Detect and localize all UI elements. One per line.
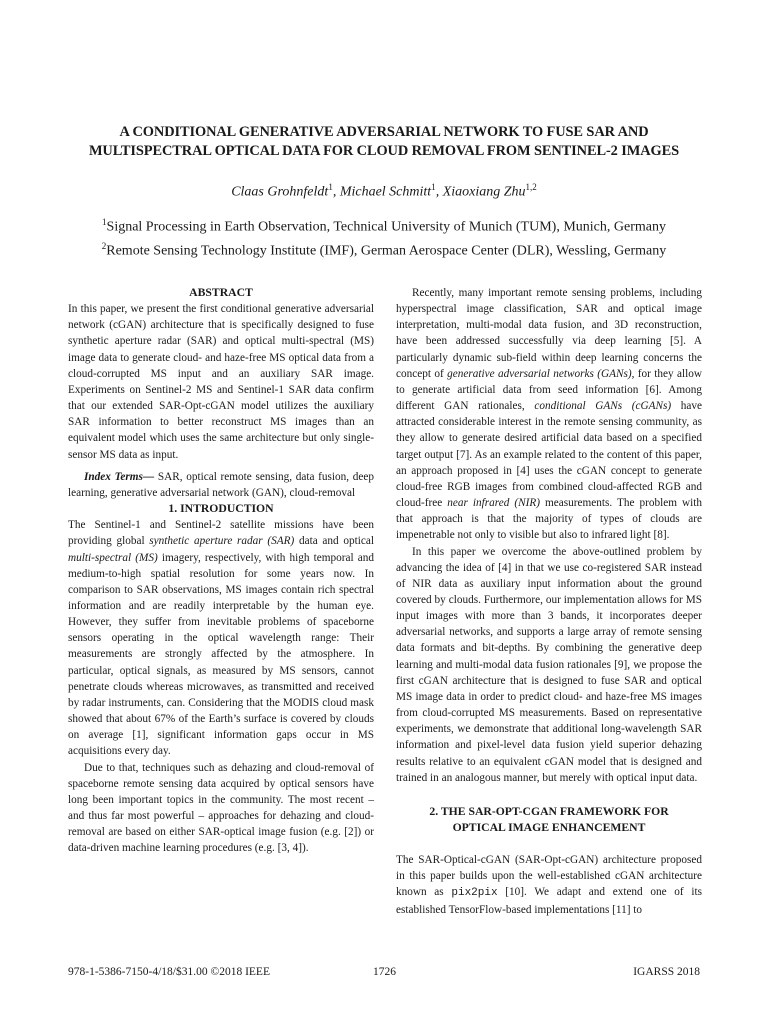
footer-page-number: 1726 [373, 966, 396, 978]
section-2-heading [396, 804, 702, 836]
author-affiliation-mark: 1,2 [525, 182, 537, 192]
affiliations [40, 213, 728, 260]
abstract-text: In this paper, we present the first conditional generative adversarial network (cGAN) architecture that is specifically designed to fuse synthetic aperture radar (SAR) and optical multi-spectral (MS) image data to generate cloud- and haze-free MS optical data from a cloud-corrupted MS input and an auxiliary SAR image. Experiments on Sentinel-2 MS and Sentinel-1 SAR data confirm that our extended SAR-Opt-cGAN model utilizes the auxiliary SAR information to better reconstruct MS images than an equivalent model which uses the same architecture but only single-sensor MS data as input. [68, 303, 374, 461]
section-2-heading-line-1: 2. THE SAR-OPT-CGAN FRAMEWORK FOR [429, 804, 669, 818]
title-line-2: MULTISPECTRAL OPTICAL DATA FOR CLOUD REMOVAL FROM SENTINEL-2 IMAGES [88, 143, 680, 159]
text-run: Recently, many important remote sensing problems, including hyperspectral image classification, SAR and optical image interpretation, multi-modal data fusion, and 3D reconstruction, have been addressed successfully via deep learning [5]. A particularly dynamic sub-field within deep learning concerns the concept of [396, 287, 702, 380]
left-column [68, 285, 374, 856]
right-column [396, 285, 702, 918]
text-run: data and optical [294, 535, 374, 548]
text-run: The SAR-Optical-cGAN (SAR-Opt-cGAN) architecture proposed in this paper builds upon the well-established cGAN architecture known as [396, 854, 702, 899]
affiliation-2 [40, 237, 728, 261]
emphasis: generative adversarial networks (GANs) [447, 367, 632, 380]
abstract-heading: ABSTRACT [189, 286, 253, 299]
text-run: imagery, respectively, with high temporal and medium-to-high spatial resolution for some years now. In comparison to SAR observations, MS images contain rich spectral information and are readily interpretable by the human eye. However, they suffer from inevitable problems of spaceborne sensors operating in the optical wavelength range: Their measurements are strongly affected by the atmosphere. In particular, optical signals, as measured by MS sensors, cannot penetrate clouds whereas microwaves, as transmitted and received by radar instruments, can. Considering that the MODIS cloud mask showed that about 67% of the Earth’s surface is covered by clouds on average [1], significant information gaps occur in MS acquisitions every day. [68, 551, 374, 758]
affiliation-mark: 2 [101, 240, 107, 251]
affiliation-text: Signal Processing in Earth Observation, Technical University of Munich (TUM), Munich, Germany [106, 219, 666, 235]
text-run: measurements. The problem with that approach is that the majority of types of clouds are impenetrable not only to visible but also to infrared light [8]. [396, 497, 702, 542]
footer-copyright: 978-1-5386-7150-4/18/$31.00 ©2018 IEEE [68, 966, 270, 978]
emphasis: conditional GANs (cGANs) [534, 400, 672, 413]
author-name: Claas Grohnfeldt [231, 184, 329, 200]
text-run: , for they allow to generate artificial data from seed information [6]. Among different GAN rationales, [396, 367, 702, 413]
index-terms [68, 469, 374, 501]
author-name: Xiaoxiang Zhu [442, 184, 526, 200]
index-terms-label: Index Terms— [84, 470, 155, 483]
author-affiliation-mark: 1 [431, 182, 436, 192]
text-run: [10]. We adapt and extend one of its established TensorFlow-based implementations [11] to [396, 886, 702, 916]
affiliation-mark: 1 [102, 217, 107, 227]
text-run: have attracted considerable interest in the remote sensing community, as they allow to generate desired artificial data based on a specified target output [7]. As an example related to the content of this paper, an approach proposed in [4] uses the cGAN concept to generate cloud-free RGB images from combined cloud-affected RGB and cloud-free [396, 400, 702, 510]
text-run: The Sentinel-1 and Sentinel-2 satellite missions have been providing global [68, 519, 374, 548]
author-affiliation-mark: 1 [328, 182, 333, 192]
author-name: Michael Schmitt [339, 184, 432, 200]
intro-paragraph-2: Due to that, techniques such as dehazing and cloud-removal of spaceborne remote sensing data acquired by optical sensors have long been important topics in the community. The most recent – and thus far most powerful – approaches for dehazing and cloud-removal are based on either SAR-optical image fusion (e.g. [2]) or data-driven machine learning procedures (e.g. [3, 4]). [68, 761, 374, 855]
emphasis: synthetic aperture radar (SAR) [149, 535, 295, 548]
code-term: pix2pix [451, 887, 498, 900]
paper-title [40, 123, 728, 161]
intro-paragraph-1 [68, 517, 374, 759]
intro-paragraph-4: In this paper we overcome the above-outlined problem by advancing the idea of [4] in that we use co-registered SAR instead of NIR data as auxiliary input information about the ground covered by clouds. Furthermore, our implementation allows for MS input images with more than 3 bands, it incorporates deeper adversarial networks, and supports a large array of remote sensing data formats and bit-depths. By combining the generative deep learning and multi-modal data fusion rationales [9], we propose the first cGAN architecture that is designed to fuse SAR and optical MS image data in order to predict cloud- and haze-free MS images from cloud-corrupted MS measurements. Based on representative experiments, we demonstrate that additional long-wavelength SAR information and pixel-level data fusion yield superior dehazing results relative to an equivalent cGAN model that is designed and trained in an analogous manner, but merely with optical input data. [396, 545, 702, 784]
affiliation-text: Remote Sensing Technology Institute (IMF), German Aerospace Center (DLR), Wessling, Germany [106, 243, 667, 259]
emphasis: multi-spectral (MS) [68, 551, 158, 564]
footer-conference: IGARSS 2018 [633, 966, 700, 978]
intro-paragraph-3 [396, 285, 702, 544]
title-line-1: A CONDITIONAL GENERATIVE ADVERSARIAL NETWORK TO FUSE SAR AND [119, 124, 649, 140]
section-2-heading-line-2: OPTICAL IMAGE ENHANCEMENT [452, 821, 646, 834]
section-1-heading: 1. INTRODUCTION [168, 502, 274, 516]
section-2-paragraph-1 [396, 852, 702, 918]
index-terms-text: SAR, optical remote sensing, data fusion, deep learning, generative adversarial network (GAN), cloud-removal [68, 470, 374, 499]
emphasis: near infrared (NIR) [447, 497, 540, 510]
author-list: Claas Grohnfeldt$^1$, Michael Schmitt$^1$, Xiaoxiang Zhu$^{1,2}$ [231, 182, 537, 200]
affiliation-1 [40, 213, 728, 237]
